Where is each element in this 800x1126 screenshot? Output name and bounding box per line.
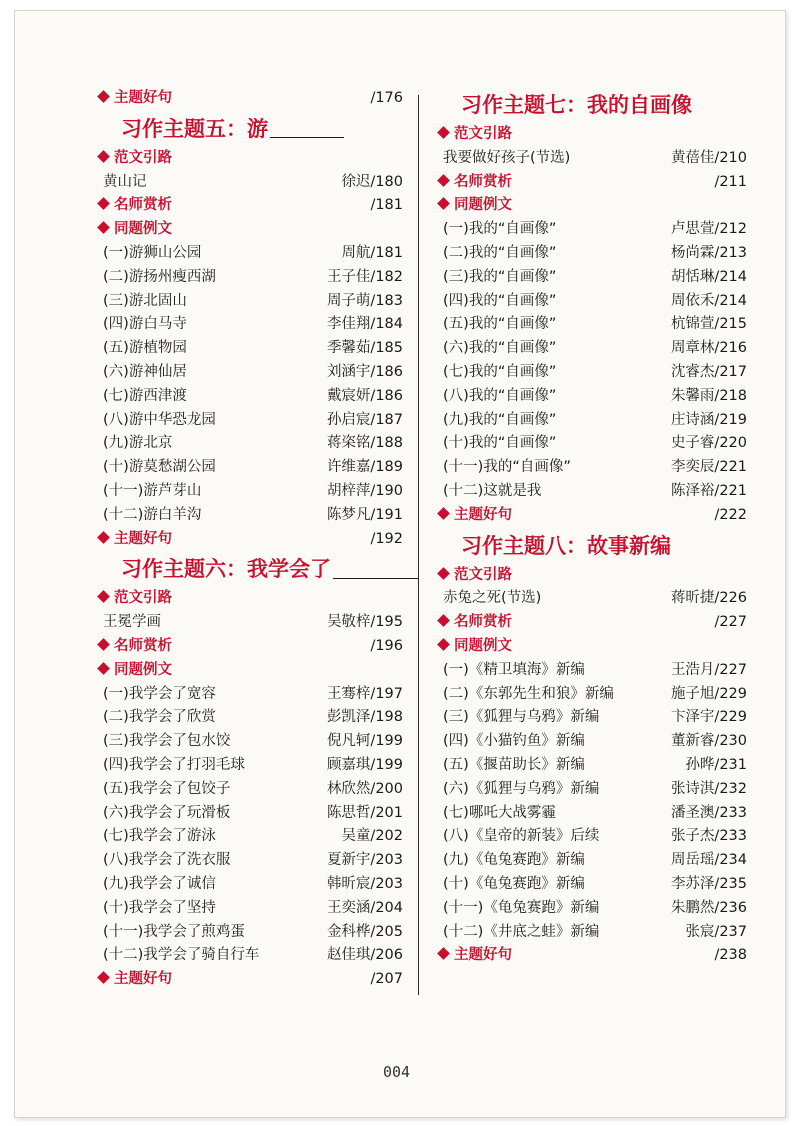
section-label-text: 范文引路	[114, 149, 172, 166]
section-label-text: 同题例文	[114, 661, 172, 678]
toc-entry	[435, 802, 751, 826]
section-heading	[435, 635, 751, 659]
entry-title: (十)我学会了坚持	[103, 899, 216, 916]
toc-entry	[435, 218, 751, 242]
entry-author-page: 吴童/202	[341, 828, 403, 845]
entry-title: (十一)我的“自画像”	[443, 459, 571, 476]
entry-title: (三)我学会了包水饺	[103, 733, 231, 750]
entry-title: (五)我学会了包饺子	[103, 780, 231, 797]
toc-entry	[95, 897, 407, 921]
diamond-bullet-icon	[437, 198, 450, 211]
entry-title: (三)游北固山	[103, 292, 187, 309]
entry-title: (一)《精卫填海》新编	[443, 661, 585, 678]
entry-title: (三)我的“自画像”	[443, 268, 557, 285]
toc-entry	[435, 385, 751, 409]
entry-title: (六)我学会了玩滑板	[103, 804, 231, 821]
entry-title: (八)《皇帝的新装》后续	[443, 828, 600, 845]
toc-entry	[435, 706, 751, 730]
toc-entry	[435, 778, 751, 802]
toc-entry	[95, 409, 407, 433]
section-label-text: 同题例文	[114, 221, 172, 238]
toc-entry	[95, 921, 407, 945]
entry-author-page: 王奕涵/204	[326, 899, 403, 916]
toc-entry	[95, 266, 407, 290]
entry-author-page: 韩昕宸/203	[326, 875, 403, 892]
entry-title: (七)我学会了游泳	[103, 828, 216, 845]
theme-title	[461, 528, 671, 564]
diamond-bullet-icon	[437, 947, 450, 960]
section-label-text: 名师赏析	[114, 637, 172, 654]
entry-title: (十二)我学会了骑自行车	[103, 947, 260, 964]
entry-title: (五)我的“自画像”	[443, 316, 557, 333]
section-label-text: 范文引路	[454, 566, 512, 583]
toc-entry	[435, 730, 751, 754]
section-label-text: 名师赏析	[454, 614, 512, 631]
section-label-text: 名师赏析	[114, 197, 172, 214]
section-heading	[95, 528, 407, 552]
entry-author-page: 周依禾/214	[670, 292, 747, 309]
entry-author-page: 朱鹏然/236	[670, 899, 747, 916]
entry-title: (二)游扬州瘦西湖	[103, 268, 216, 285]
toc-entry	[435, 432, 751, 456]
toc-entry	[95, 504, 407, 528]
toc-entry	[95, 171, 407, 195]
diamond-bullet-icon	[97, 198, 110, 211]
toc-entry	[95, 754, 407, 778]
theme-title	[461, 87, 692, 123]
toc-entry	[435, 825, 751, 849]
entry-author-page: 庄诗涵/219	[670, 411, 747, 428]
entry-author-page: 李苏泽/235	[670, 875, 747, 892]
entry-title: (七)我的“自画像”	[443, 363, 557, 380]
section-label-text: 范文引路	[454, 126, 512, 142]
entry-author-page: 林欣然/200	[326, 780, 403, 797]
toc-entry	[435, 754, 751, 778]
entry-title: 赤兔之死(节选)	[443, 590, 542, 607]
column-divider	[418, 95, 419, 995]
toc-entry	[95, 385, 407, 409]
section-heading	[435, 123, 751, 147]
section-heading	[95, 147, 407, 171]
theme-title	[121, 551, 419, 587]
entry-title: (八)我的“自画像”	[443, 387, 557, 404]
section-label	[99, 587, 172, 611]
entry-title: (四)我学会了打羽毛球	[103, 756, 245, 773]
entry-author-page: 彭凯泽/198	[326, 709, 403, 726]
toc-entry	[95, 361, 407, 385]
entry-author-page: 王子佳/182	[326, 268, 403, 285]
theme-title-text: 习作主题八：故事新编	[461, 533, 671, 558]
entry-author-page: 张诗淇/232	[670, 780, 747, 797]
section-label	[99, 194, 172, 218]
toc-entry	[435, 921, 751, 945]
theme-title-text: 习作主题七：我的自画像	[461, 93, 692, 117]
toc-entry	[435, 873, 751, 897]
entry-author-page: 吴敬梓/195	[326, 614, 403, 631]
toc-entry	[435, 480, 751, 504]
entry-title: (四)游白马寺	[103, 316, 187, 333]
section-page-ref: /207	[370, 971, 403, 988]
entry-title: (九)《龟兔赛跑》新编	[443, 852, 585, 869]
entry-title: (二)《东郭先生和狼》新编	[443, 685, 614, 702]
entry-author-page: 陈思哲/201	[326, 804, 403, 821]
section-label-text: 主题好句	[114, 90, 172, 106]
section-heading	[95, 587, 407, 611]
entry-title: (四)我的“自画像”	[443, 292, 557, 309]
entry-author-page: 刘涵宇/186	[326, 363, 403, 380]
entry-author-page: 胡梓萍/190	[326, 482, 403, 499]
entry-title: (十)游莫愁湖公园	[103, 459, 216, 476]
toc-entry	[435, 361, 751, 385]
theme-heading	[95, 111, 407, 147]
entry-author-page: 张宸/237	[685, 923, 747, 940]
section-page-ref: /196	[370, 637, 403, 654]
entry-author-page: 施子旭/229	[670, 685, 747, 702]
entry-title: (六)我的“自画像”	[443, 340, 557, 357]
toc-entry	[435, 266, 751, 290]
toc-entry	[95, 730, 407, 754]
theme-heading	[435, 87, 751, 123]
diamond-bullet-icon	[97, 90, 110, 103]
section-label-text: 同题例文	[454, 637, 512, 654]
section-label-text: 主题好句	[454, 506, 512, 523]
diamond-bullet-icon	[437, 174, 450, 187]
entry-author-page: 顾嘉琪/199	[326, 756, 403, 773]
diamond-bullet-icon	[97, 150, 110, 163]
entry-author-page: 赵佳琪/206	[326, 947, 403, 964]
entry-title: (一)游狮山公园	[103, 244, 202, 261]
section-label	[439, 611, 512, 635]
entry-author-page: 戴宸妍/186	[326, 387, 403, 404]
diamond-bullet-icon	[437, 507, 450, 520]
entry-author-page: 蒋栥铭/188	[326, 435, 403, 452]
entry-title: (四)《小猫钓鱼》新编	[443, 733, 585, 750]
theme-title-text: 习作主题六：我学会了	[121, 557, 331, 582]
toc-entry	[95, 313, 407, 337]
theme-title-text: 习作主题五：游	[121, 116, 268, 141]
entry-author-page: 孙晔/231	[685, 756, 747, 773]
entry-title: (十一)我学会了煎鸡蛋	[103, 923, 245, 940]
section-heading	[435, 944, 751, 968]
entry-title: (九)游北京	[103, 435, 173, 452]
entry-author-page: 沈睿杰/217	[670, 363, 747, 380]
toc-entry	[95, 706, 407, 730]
entry-author-page: 周岳瑶/234	[670, 852, 747, 869]
entry-author-page: 夏新宇/203	[326, 852, 403, 869]
section-page-ref: /181	[370, 197, 403, 214]
entry-title: (十)我的“自画像”	[443, 435, 557, 452]
diamond-bullet-icon	[97, 638, 110, 651]
entry-author-page: 李佳翔/184	[326, 316, 403, 333]
section-heading	[435, 194, 751, 218]
entry-author-page: 徐迟/180	[341, 173, 403, 190]
section-label	[99, 659, 172, 683]
page-number: 004	[383, 1063, 411, 1081]
toc-entry	[435, 337, 751, 361]
toc-entry	[435, 147, 751, 171]
entry-title: (十二)游白羊沟	[103, 506, 202, 523]
entry-title: (八)游中华恐龙园	[103, 411, 216, 428]
entry-author-page: 王骞梓/197	[326, 685, 403, 702]
entry-author-page: 黄蓓佳/210	[670, 149, 747, 166]
entry-title: (一)我学会了宽容	[103, 685, 216, 702]
toc-entry	[95, 825, 407, 849]
diamond-bullet-icon	[97, 971, 110, 984]
toc-entry	[95, 337, 407, 361]
diamond-bullet-icon	[437, 638, 450, 651]
section-label	[439, 504, 512, 528]
book-page	[14, 10, 786, 1118]
entry-title: (七)哪吒大战雾霾	[443, 804, 556, 821]
entry-author-page: 许维嘉/189	[326, 459, 403, 476]
section-heading	[435, 504, 751, 528]
toc-entry	[95, 432, 407, 456]
toc-right-column	[435, 87, 751, 968]
section-heading	[435, 564, 751, 588]
toc-entry	[435, 683, 751, 707]
toc-entry	[95, 611, 407, 635]
section-page-ref: /176	[370, 90, 403, 106]
entry-title: (十二)这就是我	[443, 482, 542, 499]
fill-in-blank-line	[333, 578, 419, 579]
section-label	[99, 218, 172, 242]
toc-entry	[95, 944, 407, 968]
entry-title: 王冕学画	[103, 614, 161, 631]
diamond-bullet-icon	[97, 221, 110, 234]
entry-title: (五)游植物园	[103, 340, 187, 357]
section-heading	[435, 171, 751, 195]
entry-author-page: 金科桦/205	[326, 923, 403, 940]
section-page-ref: /211	[714, 173, 747, 190]
section-label	[439, 123, 512, 147]
entry-title: (六)游神仙居	[103, 363, 187, 380]
section-page-ref: /227	[714, 614, 747, 631]
entry-author-page: 季馨茹/185	[326, 340, 403, 357]
entry-title: (十)《龟兔赛跑》新编	[443, 875, 585, 892]
theme-heading	[435, 528, 751, 564]
section-label-text: 同题例文	[454, 197, 512, 214]
toc-entry	[95, 802, 407, 826]
section-page-ref: /192	[370, 530, 403, 547]
entry-author-page: 杭锦萱/215	[670, 316, 747, 333]
entry-author-page: 董新睿/230	[670, 733, 747, 750]
entry-title: (一)我的“自画像”	[443, 221, 557, 238]
entry-author-page: 卢思萱/212	[670, 221, 747, 238]
toc-entry	[435, 659, 751, 683]
toc-entry	[95, 683, 407, 707]
theme-title	[121, 111, 344, 147]
section-label	[99, 147, 172, 171]
toc-entry	[95, 778, 407, 802]
fill-in-blank-line	[270, 137, 344, 138]
entry-author-page: 潘圣澳/233	[670, 804, 747, 821]
entry-author-page: 胡恬琳/214	[670, 268, 747, 285]
toc-entry	[95, 242, 407, 266]
section-label-text: 主题好句	[114, 971, 172, 988]
diamond-bullet-icon	[97, 662, 110, 675]
entry-author-page: 陈梦凡/191	[326, 506, 403, 523]
entry-title: (二)我的“自画像”	[443, 244, 557, 261]
toc-entry	[435, 587, 751, 611]
diamond-bullet-icon	[437, 614, 450, 627]
section-heading	[95, 968, 407, 992]
section-label	[99, 635, 172, 659]
entry-author-page: 史子睿/220	[670, 435, 747, 452]
entry-author-page: 周子萌/183	[326, 292, 403, 309]
diamond-bullet-icon	[437, 567, 450, 580]
entry-author-page: 卞泽宇/229	[670, 709, 747, 726]
theme-heading	[95, 551, 407, 587]
entry-author-page: 周章林/216	[670, 340, 747, 357]
entry-title: (十一)《龟兔赛跑》新编	[443, 899, 600, 916]
entry-title: 黄山记	[103, 173, 147, 190]
toc-entry	[435, 897, 751, 921]
section-label	[439, 194, 512, 218]
entry-author-page: 蒋昕捷/226	[670, 590, 747, 607]
section-page-ref: /238	[714, 947, 747, 964]
entry-title: (八)我学会了洗衣服	[103, 852, 231, 869]
entry-author-page: 周航/181	[341, 244, 403, 261]
entry-title: (二)我学会了欣赏	[103, 709, 216, 726]
entry-author-page: 李奕辰/221	[670, 459, 747, 476]
toc-entry	[435, 290, 751, 314]
toc-entry	[435, 456, 751, 480]
section-label-text: 主题好句	[454, 947, 512, 964]
toc-entry	[435, 313, 751, 337]
entry-title: (十二)《井底之蛙》新编	[443, 923, 600, 940]
entry-title: (三)《狐狸与乌鸦》新编	[443, 709, 600, 726]
entry-title: (五)《揠苗助长》新编	[443, 756, 585, 773]
entry-author-page: 王浩月/227	[670, 661, 747, 678]
section-label	[99, 87, 172, 111]
toc-entry	[95, 873, 407, 897]
entry-title: (九)我的“自画像”	[443, 411, 557, 428]
toc-left-column	[95, 87, 407, 992]
section-label-text: 范文引路	[114, 590, 172, 607]
entry-title: (七)游西津渡	[103, 387, 187, 404]
toc-entry	[95, 849, 407, 873]
section-label	[99, 528, 172, 552]
diamond-bullet-icon	[97, 590, 110, 603]
entry-author-page: 杨尚霖/213	[670, 244, 747, 261]
toc-entry	[95, 290, 407, 314]
diamond-bullet-icon	[437, 126, 450, 139]
section-label-text: 主题好句	[114, 530, 172, 547]
section-page-ref: /222	[714, 506, 747, 523]
section-label	[439, 171, 512, 195]
section-heading	[95, 218, 407, 242]
toc-entry	[435, 849, 751, 873]
section-label	[439, 564, 512, 588]
entry-author-page: 张子杰/233	[670, 828, 747, 845]
section-heading	[435, 611, 751, 635]
toc-entry	[435, 409, 751, 433]
toc-entry	[435, 242, 751, 266]
diamond-bullet-icon	[97, 531, 110, 544]
toc-entry	[95, 456, 407, 480]
section-heading	[95, 659, 407, 683]
section-label	[439, 635, 512, 659]
entry-title: (十一)游芦芽山	[103, 482, 202, 499]
section-label-text: 名师赏析	[454, 173, 512, 190]
entry-title: 我要做好孩子(节选)	[443, 149, 571, 166]
entry-author-page: 孙启宸/187	[326, 411, 403, 428]
entry-author-page: 倪凡轲/199	[326, 733, 403, 750]
entry-author-page: 陈泽裕/221	[670, 482, 747, 499]
section-heading	[95, 635, 407, 659]
section-label	[439, 944, 512, 968]
section-label	[99, 968, 172, 992]
section-heading	[95, 87, 407, 111]
entry-author-page: 朱馨雨/218	[670, 387, 747, 404]
entry-title: (九)我学会了诚信	[103, 875, 216, 892]
toc-entry	[95, 480, 407, 504]
entry-title: (六)《狐狸与乌鸦》新编	[443, 780, 600, 797]
section-heading	[95, 194, 407, 218]
